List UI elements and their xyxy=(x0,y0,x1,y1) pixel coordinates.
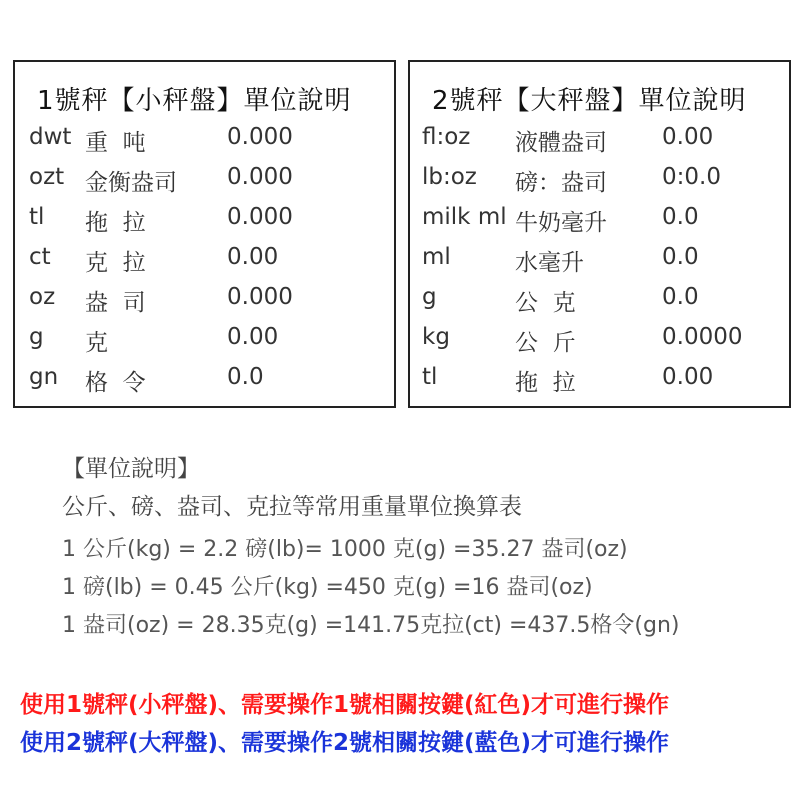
unit-name: 水毫升 xyxy=(515,250,584,276)
unit-row xyxy=(15,284,394,324)
unit-code: milk ml xyxy=(422,204,507,230)
conversion-line-oz: 1 盎司(oz) = 28.35克(g) =141.75克拉(ct) =437.5格令(gn) xyxy=(62,613,680,638)
unit-row xyxy=(15,204,394,244)
unit-value: 0.00 xyxy=(662,364,714,390)
unit-value: 0.000 xyxy=(227,204,293,230)
unit-name: 格 令 xyxy=(85,370,146,396)
unit-value: 0.000 xyxy=(227,164,293,190)
unit-value: 0.0 xyxy=(662,204,699,230)
unit-row xyxy=(410,284,789,324)
description-title: 【單位說明】 xyxy=(62,456,200,482)
unit-name: 克 拉 xyxy=(85,250,146,276)
unit-code: oz xyxy=(29,284,56,310)
scale-1-title: 1號秤【小秤盤】單位說明 xyxy=(37,86,352,116)
scale-2-notice: 使用2號秤(大秤盤)、需要操作2號相關按鍵(藍色)才可進行操作 xyxy=(20,730,670,756)
unit-code: g xyxy=(422,284,437,310)
unit-name: 拖 拉 xyxy=(515,370,576,396)
unit-code: ml xyxy=(422,244,451,270)
unit-value: 0.000 xyxy=(227,124,293,150)
scale-2-title: 2號秤【大秤盤】單位說明 xyxy=(432,86,747,116)
unit-value: 0.0000 xyxy=(662,324,743,350)
conversion-line-kg: 1 公斤(kg) = 2.2 磅(lb)= 1000 克(g) =35.27 盎司(oz) xyxy=(62,537,628,562)
unit-value: 0.00 xyxy=(662,124,714,150)
unit-value: 0:0.0 xyxy=(662,164,721,190)
unit-name: 克 xyxy=(85,330,108,356)
scale-1-notice: 使用1號秤(小秤盤)、需要操作1號相關按鍵(紅色)才可進行操作 xyxy=(20,692,670,718)
unit-row xyxy=(410,124,789,164)
unit-name: 公 克 xyxy=(515,290,576,316)
unit-row xyxy=(410,164,789,204)
unit-name: 公 斤 xyxy=(515,330,576,356)
unit-name: 牛奶毫升 xyxy=(515,210,607,236)
unit-code: g xyxy=(29,324,44,350)
unit-code: kg xyxy=(422,324,450,350)
unit-code: dwt xyxy=(29,124,72,150)
unit-code: gn xyxy=(29,364,59,390)
unit-code: fl:oz xyxy=(422,124,471,150)
unit-name: 金衡盎司 xyxy=(85,170,177,196)
unit-name: 磅：盎司 xyxy=(515,170,607,196)
unit-row xyxy=(15,324,394,364)
scale-2-units-panel xyxy=(408,60,791,408)
unit-row xyxy=(410,364,789,404)
unit-row xyxy=(15,244,394,284)
scale-1-units-panel xyxy=(13,60,396,408)
unit-value: 0.0 xyxy=(662,244,699,270)
unit-row xyxy=(15,364,394,404)
unit-name: 盎 司 xyxy=(85,290,146,316)
unit-row xyxy=(15,124,394,164)
unit-name: 重 吨 xyxy=(85,130,146,156)
unit-row xyxy=(410,324,789,364)
unit-code: tl xyxy=(422,364,438,390)
unit-value: 0.0 xyxy=(227,364,264,390)
unit-value: 0.000 xyxy=(227,284,293,310)
unit-code: ct xyxy=(29,244,51,270)
unit-row xyxy=(410,204,789,244)
unit-name: 液體盎司 xyxy=(515,130,607,156)
description-subtitle: 公斤、磅、盎司、克拉等常用重量單位換算表 xyxy=(62,494,522,520)
unit-name: 拖 拉 xyxy=(85,210,146,236)
unit-value: 0.00 xyxy=(227,324,279,350)
conversion-line-lb: 1 磅(lb) = 0.45 公斤(kg) =450 克(g) =16 盎司(oz) xyxy=(62,575,593,600)
unit-value: 0.00 xyxy=(227,244,279,270)
unit-row xyxy=(15,164,394,204)
unit-code: lb:oz xyxy=(422,164,477,190)
unit-row xyxy=(410,244,789,284)
unit-value: 0.0 xyxy=(662,284,699,310)
unit-code: ozt xyxy=(29,164,65,190)
unit-code: tl xyxy=(29,204,45,230)
